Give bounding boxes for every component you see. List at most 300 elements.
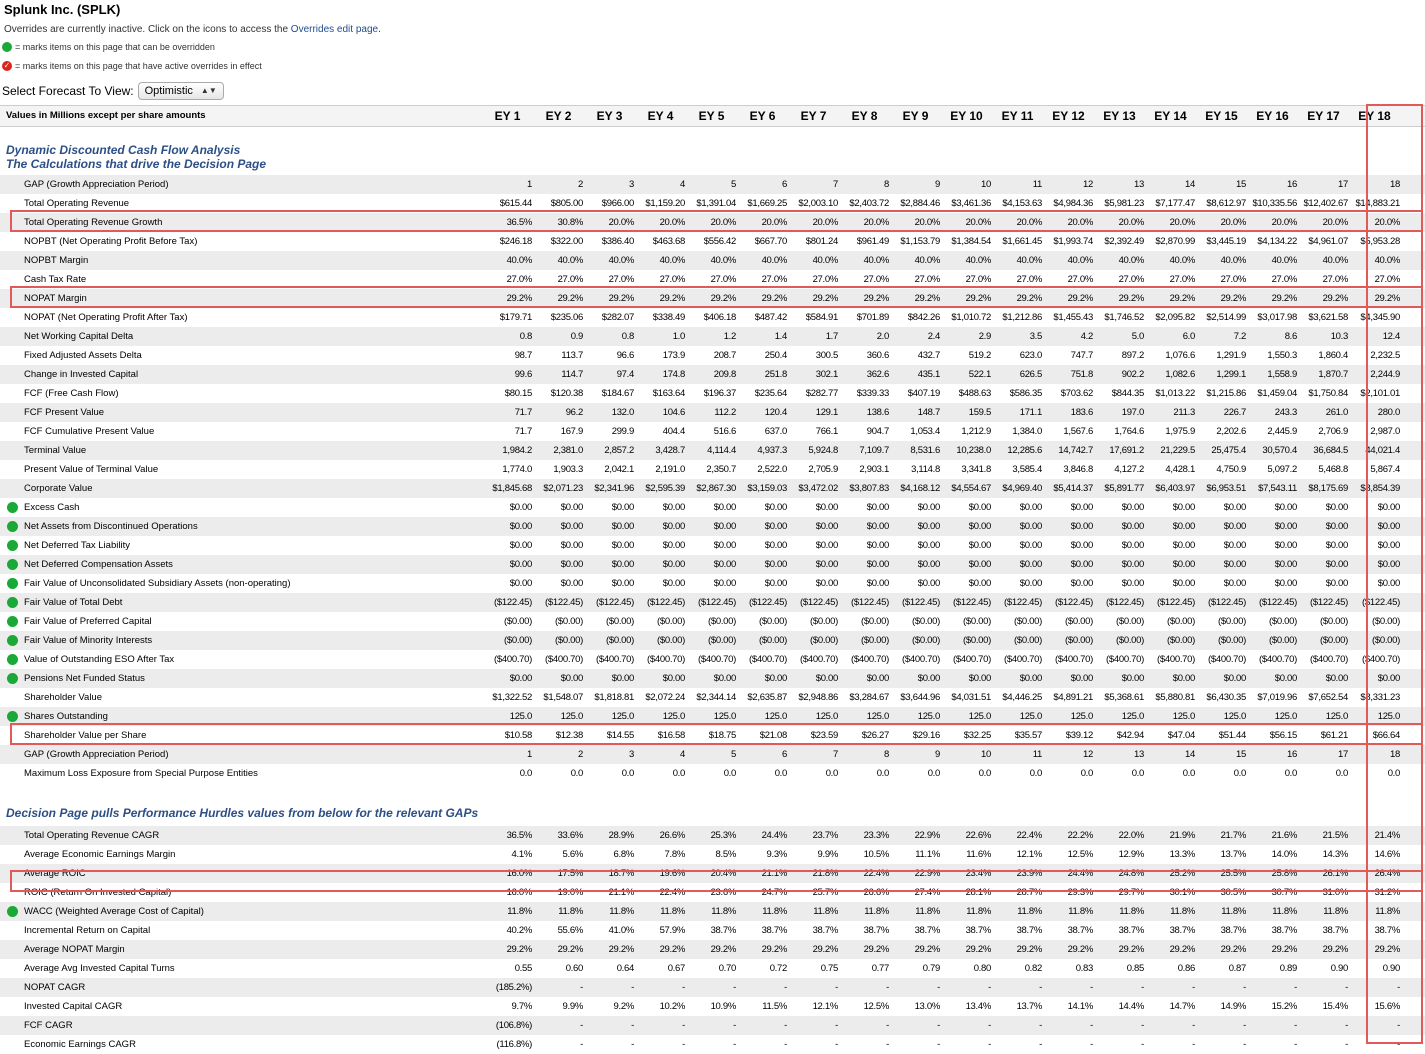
- row-values: [482, 365, 1425, 384]
- value-cell: $0.00: [1274, 673, 1297, 684]
- value-cell: 5: [731, 749, 736, 760]
- value-cell: 29.2%: [965, 293, 991, 304]
- value-cell: $386.40: [601, 236, 634, 247]
- row-label: Pensions Net Funded Status: [24, 673, 145, 684]
- value-cell: 25.8%: [1271, 868, 1297, 879]
- value-cell: $0.00: [713, 559, 736, 570]
- value-cell: 26.6%: [659, 830, 685, 841]
- value-cell: -: [1243, 982, 1246, 993]
- value-cell: $584.91: [805, 312, 838, 323]
- value-cell: $1,013.22: [1155, 388, 1195, 399]
- year-header: EY 8: [851, 109, 878, 123]
- table-row-average-economic-earnings-margin: [0, 845, 1425, 864]
- value-cell: 20.0%: [863, 217, 889, 228]
- value-cell: 132.0: [611, 407, 634, 418]
- row-values: [482, 959, 1425, 978]
- value-cell: -: [1243, 1020, 1246, 1031]
- row-values: [482, 289, 1425, 308]
- value-cell: 2.9: [978, 331, 991, 342]
- value-cell: 11.5%: [762, 1001, 787, 1012]
- value-cell: 29.2%: [1322, 293, 1348, 304]
- value-cell: 8.6: [1284, 331, 1297, 342]
- override-dot-icon[interactable]: [7, 559, 18, 570]
- value-cell: 4,937.3: [757, 445, 787, 456]
- value-cell: 41.0%: [608, 925, 634, 936]
- value-cell: 211.3: [1173, 407, 1195, 418]
- table-row-terminal-value: [0, 441, 1425, 460]
- value-cell: 226.7: [1223, 407, 1246, 418]
- overrides-edit-link[interactable]: Overrides edit page: [290, 24, 379, 35]
- value-cell: 11.8%: [762, 906, 787, 917]
- value-cell: -: [886, 1039, 889, 1050]
- value-cell: 20.0%: [608, 217, 634, 228]
- value-cell: 22.4%: [1016, 830, 1042, 841]
- value-cell: 29.2%: [1220, 944, 1246, 955]
- value-cell: 0.87: [1228, 963, 1246, 974]
- value-cell: $3,445.19: [1206, 236, 1246, 247]
- value-cell: $1,750.84: [1308, 388, 1348, 399]
- row-label: Shares Outstanding: [24, 711, 108, 722]
- value-cell: $21.08: [759, 730, 787, 741]
- table-row-maximum-loss-exposure-from-special-purpose-entities: [0, 764, 1425, 783]
- value-cell: 125.0: [815, 711, 838, 722]
- value-cell: $556.42: [703, 236, 736, 247]
- row-label: Net Working Capital Delta: [24, 331, 134, 342]
- value-cell: 38.7%: [863, 925, 889, 936]
- value-cell: 29.2%: [1271, 944, 1297, 955]
- table-row-fixed-adjusted-assets-delta: [0, 346, 1425, 365]
- value-cell: 36.5%: [506, 830, 532, 841]
- row-values: [482, 403, 1425, 422]
- value-cell: 0.0: [1029, 768, 1042, 779]
- value-cell: 31.2%: [1374, 887, 1400, 898]
- value-cell: 0.55: [514, 963, 532, 974]
- value-cell: 9.9%: [562, 1001, 583, 1012]
- year-header: EY 14: [1154, 109, 1187, 123]
- table-row-nopbt-net-operating-profit-before-tax: [0, 232, 1425, 251]
- value-cell: $0.00: [611, 540, 634, 551]
- value-cell: 12,285.6: [1007, 445, 1042, 456]
- table-row-net-assets-from-discontinued-operations: [0, 517, 1425, 536]
- value-cell: 11: [1032, 749, 1042, 760]
- value-cell: 29.2%: [1374, 293, 1400, 304]
- value-cell: $4,134.22: [1257, 236, 1297, 247]
- value-cell: 16.0%: [506, 887, 532, 898]
- value-cell: ($122.45): [902, 597, 940, 608]
- value-cell: 0.72: [769, 963, 787, 974]
- value-cell: 23.9%: [1016, 868, 1042, 879]
- value-cell: 96.6: [616, 350, 634, 361]
- value-cell: $0.00: [764, 559, 787, 570]
- value-cell: ($0.00): [809, 616, 838, 627]
- value-cell: 0.0: [774, 768, 787, 779]
- table-row-average-nopat-margin: [0, 940, 1425, 959]
- value-cell: ($122.45): [1259, 597, 1297, 608]
- value-cell: 27.0%: [1067, 274, 1093, 285]
- table-row-fcf-present-value: [0, 403, 1425, 422]
- value-cell: 28.1%: [965, 887, 991, 898]
- table-row-fair-value-of-minority-interests: [0, 631, 1425, 650]
- value-cell: 299.9: [611, 426, 634, 437]
- value-cell: 96.2: [565, 407, 583, 418]
- value-cell: 3,846.8: [1063, 464, 1093, 475]
- value-cell: $3,644.96: [900, 692, 940, 703]
- value-cell: 22.9%: [914, 868, 940, 879]
- value-cell: $0.00: [968, 559, 991, 570]
- value-cell: 167.9: [560, 426, 583, 437]
- value-cell: $0.00: [1274, 578, 1297, 589]
- value-cell: 22.9%: [914, 830, 940, 841]
- value-cell: $966.00: [601, 198, 634, 209]
- row-label: Net Deferred Tax Liability: [24, 540, 130, 551]
- value-cell: 2,903.1: [859, 464, 889, 475]
- value-cell: 902.2: [1121, 369, 1144, 380]
- value-cell: 27.0%: [965, 274, 991, 285]
- row-values: [482, 688, 1425, 707]
- value-cell: $1,548.07: [543, 692, 583, 703]
- value-cell: ($400.70): [1106, 654, 1144, 665]
- value-cell: $0.00: [764, 521, 787, 532]
- value-cell: 904.7: [866, 426, 889, 437]
- value-cell: $0.00: [1325, 673, 1348, 684]
- value-cell: $0.00: [1274, 521, 1297, 532]
- table-row-value-of-outstanding-eso-after-tax: [0, 650, 1425, 669]
- value-cell: $0.00: [1325, 540, 1348, 551]
- value-cell: ($400.70): [902, 654, 940, 665]
- value-cell: 40.0%: [1169, 255, 1195, 266]
- value-cell: 27.0%: [812, 274, 838, 285]
- row-label: Average Economic Earnings Margin: [24, 849, 176, 860]
- row-label: GAP (Growth Appreciation Period): [24, 749, 169, 760]
- value-cell: 9.7%: [511, 1001, 532, 1012]
- value-cell: 40.0%: [1220, 255, 1246, 266]
- value-cell: 243.3: [1274, 407, 1297, 418]
- value-cell: 15: [1236, 179, 1246, 190]
- table-row-change-in-invested-capital: [0, 365, 1425, 384]
- value-cell: $0.00: [1172, 578, 1195, 589]
- value-cell: $0.00: [815, 521, 838, 532]
- value-cell: 1,870.7: [1318, 369, 1348, 380]
- row-label: Corporate Value: [24, 483, 93, 494]
- value-cell: $39.12: [1065, 730, 1093, 741]
- value-cell: ($0.00): [1013, 635, 1042, 646]
- value-cell: $0.00: [1325, 521, 1348, 532]
- value-cell: 21.6%: [1271, 830, 1297, 841]
- value-cell: 20.0%: [1374, 217, 1400, 228]
- table-row-nopat-cagr: [0, 978, 1425, 997]
- row-values: [482, 1035, 1425, 1054]
- legend-green: [2, 42, 215, 52]
- value-cell: $0.00: [662, 540, 685, 551]
- override-dot-icon[interactable]: [7, 502, 18, 513]
- value-cell: $0.00: [1274, 559, 1297, 570]
- value-cell: 20.0%: [1271, 217, 1297, 228]
- value-cell: $463.68: [652, 236, 685, 247]
- value-cell: -: [1141, 982, 1144, 993]
- value-cell: 38.7%: [965, 925, 991, 936]
- year-header: EY 17: [1307, 109, 1340, 123]
- value-cell: $0.00: [611, 521, 634, 532]
- value-cell: $2,867.30: [696, 483, 736, 494]
- value-cell: 8: [884, 749, 889, 760]
- value-cell: $0.00: [1377, 521, 1400, 532]
- value-cell: $3,017.98: [1257, 312, 1297, 323]
- overrides-note-period: .: [378, 24, 381, 35]
- value-cell: 300.5: [815, 350, 838, 361]
- value-cell: 20.0%: [914, 217, 940, 228]
- value-cell: 29.2%: [506, 293, 532, 304]
- value-cell: ($0.00): [1319, 616, 1348, 627]
- row-values: [482, 194, 1425, 213]
- value-cell: 8,531.6: [910, 445, 940, 456]
- value-cell: 1.4: [774, 331, 787, 342]
- value-cell: 10.5%: [863, 849, 889, 860]
- override-dot-icon[interactable]: [7, 616, 18, 627]
- override-dot-icon[interactable]: [7, 711, 18, 722]
- value-cell: 20.0%: [812, 217, 838, 228]
- value-cell: 29.2%: [761, 944, 787, 955]
- value-cell: 40.0%: [1118, 255, 1144, 266]
- value-cell: $0.00: [1172, 540, 1195, 551]
- row-label: FCF Cumulative Present Value: [24, 426, 155, 437]
- value-cell: 29.2%: [914, 944, 940, 955]
- value-cell: 23.6%: [710, 887, 736, 898]
- value-cell: $0.00: [1223, 540, 1246, 551]
- value-cell: $0.00: [1121, 502, 1144, 513]
- value-cell: 22.0%: [1118, 830, 1144, 841]
- override-dot-icon[interactable]: [7, 521, 18, 532]
- value-cell: $487.42: [754, 312, 787, 323]
- value-cell: 28.9%: [608, 830, 634, 841]
- value-cell: 14.0%: [1271, 849, 1297, 860]
- value-cell: $3,807.83: [849, 483, 889, 494]
- value-cell: 26.1%: [1322, 868, 1348, 879]
- value-cell: $961.49: [856, 236, 889, 247]
- row-values: [482, 940, 1425, 959]
- value-cell: $0.00: [917, 502, 940, 513]
- value-cell: 1.0: [672, 331, 685, 342]
- value-cell: $0.00: [917, 673, 940, 684]
- value-cell: 40.0%: [812, 255, 838, 266]
- value-cell: ($0.00): [758, 635, 787, 646]
- value-cell: ($0.00): [962, 616, 991, 627]
- override-dot-icon[interactable]: [7, 578, 18, 589]
- value-cell: 40.2%: [506, 925, 532, 936]
- value-cell: 0.0: [723, 768, 736, 779]
- value-cell: 11.8%: [1272, 906, 1297, 917]
- value-cell: $0.00: [815, 540, 838, 551]
- row-label: GAP (Growth Appreciation Period): [24, 179, 169, 190]
- value-cell: $2,884.46: [900, 198, 940, 209]
- value-cell: 2: [578, 749, 583, 760]
- value-cell: 7.2: [1233, 331, 1246, 342]
- value-cell: -: [580, 1020, 583, 1031]
- row-label: NOPAT (Net Operating Profit After Tax): [24, 312, 188, 323]
- table-row-fair-value-of-unconsolidated-subsidiary-assets-non-operating: [0, 574, 1425, 593]
- row-values: [482, 175, 1425, 194]
- value-cell: $0.00: [866, 559, 889, 570]
- value-cell: 0.64: [616, 963, 634, 974]
- year-header: EY 16: [1256, 109, 1289, 123]
- value-cell: 11.1%: [915, 849, 940, 860]
- value-cell: $6,430.35: [1206, 692, 1246, 703]
- value-cell: 27.0%: [506, 274, 532, 285]
- value-cell: 9: [935, 179, 940, 190]
- value-cell: 171.1: [1019, 407, 1042, 418]
- value-cell: 12.1%: [1016, 849, 1042, 860]
- value-cell: $0.00: [917, 559, 940, 570]
- table-row-invested-capital-cagr: [0, 997, 1425, 1016]
- value-cell: $0.00: [1121, 578, 1144, 589]
- table-row-average-avg-invested-capital-turns: [0, 959, 1425, 978]
- value-cell: 4,114.4: [707, 445, 736, 456]
- value-cell: 22.4%: [863, 868, 889, 879]
- value-cell: $0.00: [866, 521, 889, 532]
- value-cell: 38.7%: [1067, 925, 1093, 936]
- row-values: [482, 726, 1425, 745]
- value-cell: 3,428.7: [655, 445, 685, 456]
- value-cell: $0.00: [713, 502, 736, 513]
- value-cell: 751.8: [1070, 369, 1093, 380]
- value-cell: $2,403.72: [849, 198, 889, 209]
- row-values: [482, 764, 1425, 783]
- override-dot-icon[interactable]: [7, 540, 18, 551]
- value-cell: 40.0%: [965, 255, 991, 266]
- row-label: NOPAT CAGR: [24, 982, 86, 993]
- value-cell: 2,232.5: [1370, 350, 1400, 361]
- override-dot-icon[interactable]: [7, 906, 18, 917]
- value-cell: 7,109.7: [859, 445, 889, 456]
- value-cell: 11.8%: [1221, 906, 1246, 917]
- value-cell: 18.7%: [608, 868, 634, 879]
- value-cell: 4: [680, 179, 685, 190]
- value-cell: 25.2%: [1169, 868, 1195, 879]
- value-cell: 29.2%: [1374, 944, 1400, 955]
- value-cell: 12.4: [1382, 331, 1400, 342]
- value-cell: $0.00: [509, 502, 532, 513]
- value-cell: $0.00: [1070, 673, 1093, 684]
- value-cell: $10.58: [504, 730, 532, 741]
- value-cell: $10,335.56: [1252, 198, 1297, 209]
- value-cell: 36.5%: [506, 217, 532, 228]
- value-cell: ($122.45): [494, 597, 532, 608]
- value-cell: 27.0%: [608, 274, 634, 285]
- row-label: Fair Value of Total Debt: [24, 597, 123, 608]
- value-cell: 15.2%: [1271, 1001, 1297, 1012]
- value-cell: 24.8%: [1118, 868, 1144, 879]
- value-cell: ($400.70): [545, 654, 583, 665]
- value-cell: $1,455.43: [1053, 312, 1093, 323]
- value-cell: 22.6%: [965, 830, 991, 841]
- value-cell: 3,585.4: [1012, 464, 1042, 475]
- value-cell: $0.00: [1223, 559, 1246, 570]
- value-cell: 29.2%: [965, 944, 991, 955]
- value-cell: 125.0: [662, 711, 685, 722]
- value-cell: 20.0%: [965, 217, 991, 228]
- value-cell: $0.00: [1223, 502, 1246, 513]
- value-cell: 17.5%: [557, 868, 583, 879]
- value-cell: $0.00: [560, 578, 583, 589]
- value-cell: 3: [629, 179, 634, 190]
- value-cell: 0.79: [922, 963, 940, 974]
- value-cell: $1,669.25: [747, 198, 787, 209]
- value-cell: 14.4%: [1118, 1001, 1144, 1012]
- value-cell: $235.64: [754, 388, 787, 399]
- value-cell: 0.0: [1387, 768, 1400, 779]
- value-cell: 5,097.2: [1267, 464, 1297, 475]
- row-label: Average NOPAT Margin: [24, 944, 125, 955]
- row-label: Present Value of Terminal Value: [24, 464, 159, 475]
- override-dot-icon[interactable]: [7, 597, 18, 608]
- value-cell: $4,984.36: [1053, 198, 1093, 209]
- value-cell: $1,322.52: [492, 692, 532, 703]
- value-cell: 0.0: [1182, 768, 1195, 779]
- forecast-select[interactable]: [138, 82, 224, 100]
- value-cell: $2,595.39: [645, 483, 685, 494]
- value-cell: -: [1345, 982, 1348, 993]
- value-cell: $0.00: [611, 502, 634, 513]
- override-dot-icon[interactable]: [7, 635, 18, 646]
- value-cell: ($400.70): [953, 654, 991, 665]
- value-cell: $2,072.24: [645, 692, 685, 703]
- row-label: Net Deferred Compensation Assets: [24, 559, 173, 570]
- value-cell: -: [1294, 1039, 1297, 1050]
- value-cell: 14.6%: [1374, 849, 1400, 860]
- value-cell: 9.2%: [613, 1001, 634, 1012]
- override-dot-icon[interactable]: [7, 654, 18, 665]
- dcf-table: [0, 105, 1425, 1054]
- value-cell: ($122.45): [1106, 597, 1144, 608]
- value-cell: 27.0%: [1322, 274, 1348, 285]
- value-cell: 2,381.0: [553, 445, 583, 456]
- value-cell: $282.77: [805, 388, 838, 399]
- value-cell: -: [1039, 1039, 1042, 1050]
- year-header: EY 11: [1001, 109, 1034, 123]
- forecast-select-value: Optimistic: [144, 85, 193, 97]
- value-cell: $0.00: [662, 578, 685, 589]
- value-cell: $0.00: [1070, 578, 1093, 589]
- page-title: Splunk Inc. (SPLK): [4, 2, 121, 17]
- value-cell: ($0.00): [1064, 635, 1093, 646]
- value-cell: -: [988, 1039, 991, 1050]
- value-cell: 15.6%: [1374, 1001, 1400, 1012]
- value-cell: -: [1345, 1039, 1348, 1050]
- row-values: [482, 441, 1425, 460]
- value-cell: $0.00: [713, 540, 736, 551]
- value-cell: $0.00: [662, 502, 685, 513]
- value-cell: $0.00: [1377, 559, 1400, 570]
- value-cell: -: [682, 1020, 685, 1031]
- row-values: [482, 1016, 1425, 1035]
- row-values: [482, 479, 1425, 498]
- value-cell: 27.0%: [1016, 274, 1042, 285]
- row-label: Total Operating Revenue CAGR: [24, 830, 160, 841]
- value-cell: -: [1141, 1020, 1144, 1031]
- value-cell: $2,514.99: [1206, 312, 1246, 323]
- value-cell: 40.0%: [914, 255, 940, 266]
- value-cell: 747.7: [1070, 350, 1093, 361]
- value-cell: -: [784, 1039, 787, 1050]
- value-cell: 29.2%: [659, 944, 685, 955]
- value-cell: 104.6: [662, 407, 685, 418]
- value-cell: -: [835, 1039, 838, 1050]
- row-label: NOPBT (Net Operating Profit Before Tax): [24, 236, 198, 247]
- value-cell: 24.4%: [1067, 868, 1093, 879]
- value-cell: 1,053.4: [910, 426, 940, 437]
- override-dot-icon[interactable]: [7, 673, 18, 684]
- year-header: EY 10: [950, 109, 983, 123]
- value-cell: 20.0%: [1016, 217, 1042, 228]
